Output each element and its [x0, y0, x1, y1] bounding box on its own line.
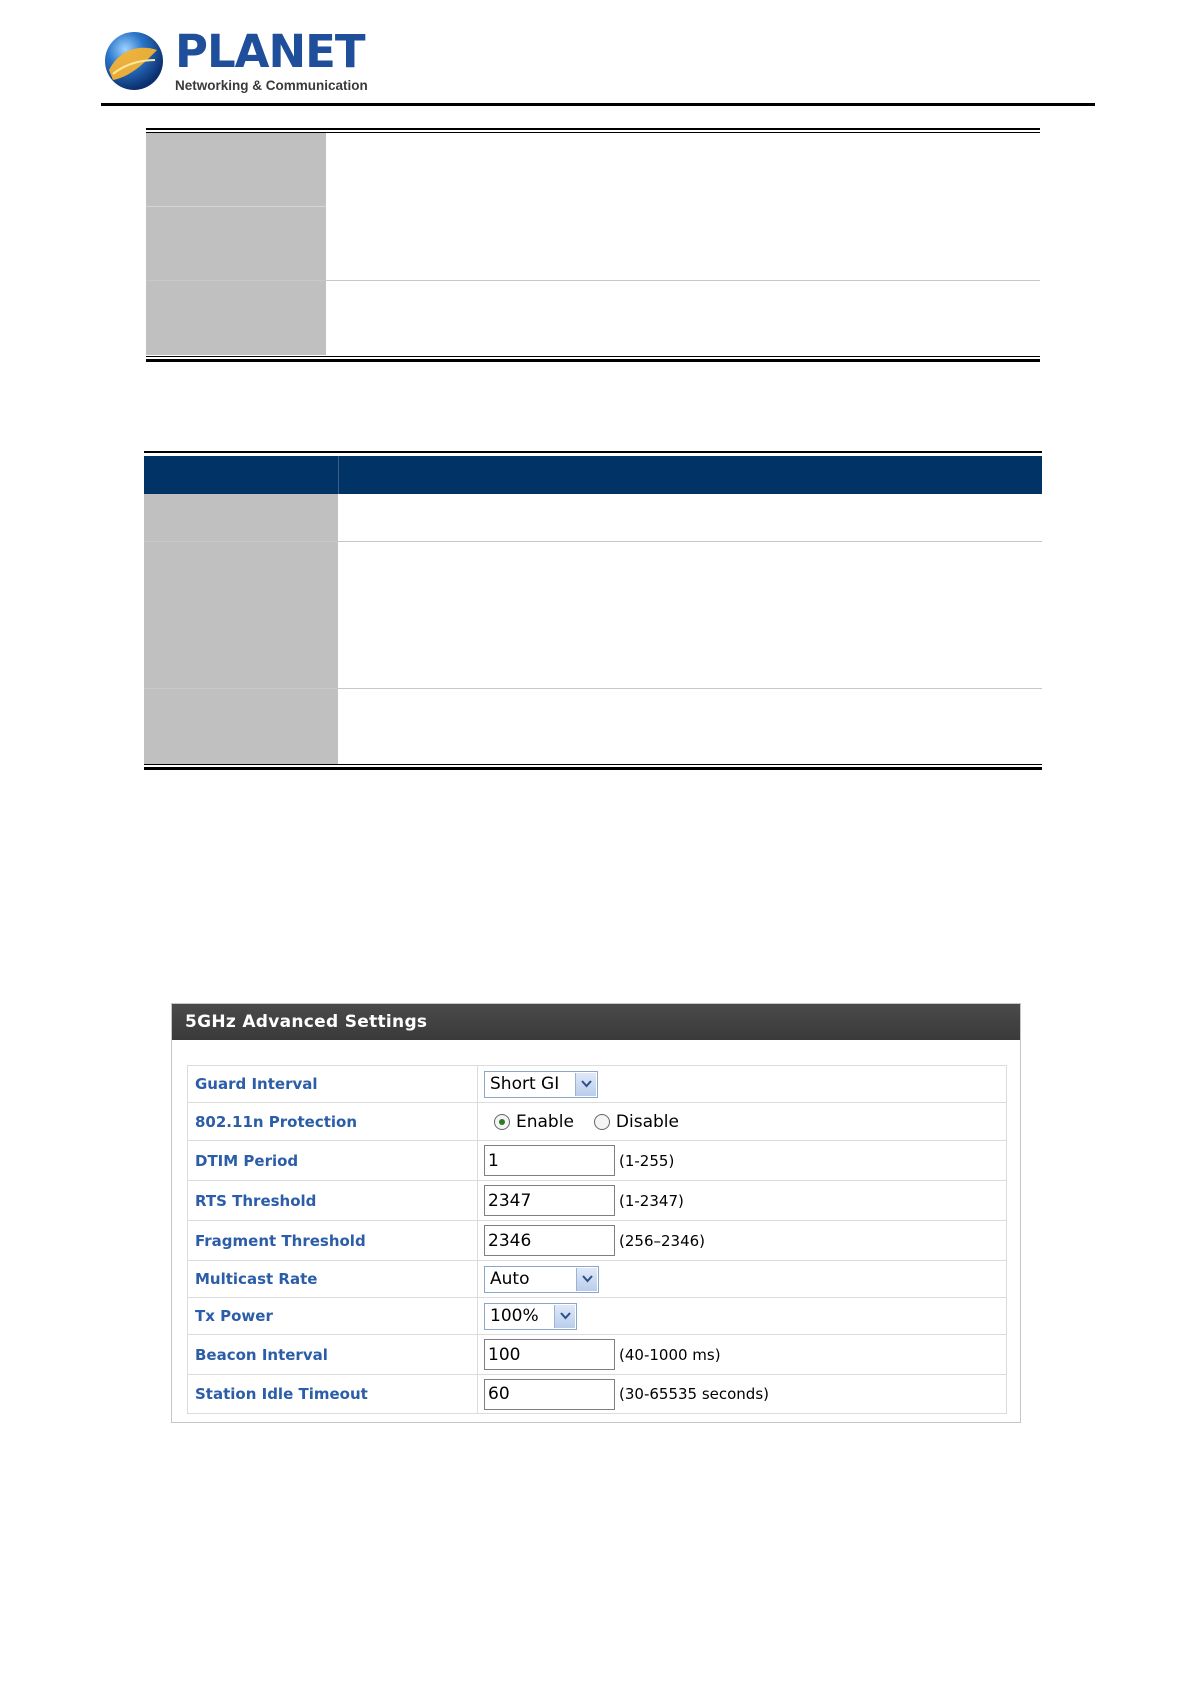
header-divider: [101, 103, 1095, 106]
row-divider: [146, 280, 1040, 281]
txpower-select[interactable]: [484, 1303, 577, 1330]
row-idle-timeout: [188, 1375, 1006, 1413]
txpower-value-cell: [484, 1298, 1006, 1334]
dtim-value-cell: [484, 1141, 1006, 1180]
row-dtim: [188, 1141, 1006, 1181]
multicast-selected: Auto: [490, 1269, 530, 1289]
chevron-down-icon[interactable]: [554, 1305, 575, 1328]
row-divider: [146, 206, 326, 207]
header-divider: [338, 456, 339, 494]
advanced-settings-panel: [171, 1003, 1021, 1423]
rts-label: RTS Threshold: [188, 1181, 478, 1220]
dtim-label: DTIM Period: [188, 1141, 478, 1180]
protection-value-cell: [484, 1103, 1006, 1140]
planet-logo: [103, 25, 368, 98]
brand-tagline: Networking & Communication: [175, 78, 368, 93]
guard-interval-value-cell: [484, 1066, 1006, 1102]
table-label-column: [144, 494, 338, 764]
table-bottom-rule: [146, 359, 1040, 362]
globe-icon: [103, 30, 165, 92]
row-multicast: [188, 1261, 1006, 1298]
row-guard-interval: [188, 1066, 1006, 1103]
brand-name: PLANET: [175, 25, 365, 78]
table-bottom-rule-thin: [144, 764, 1042, 765]
beacon-input[interactable]: 100: [484, 1339, 615, 1370]
guard-interval-select[interactable]: [484, 1071, 598, 1098]
row-beacon: [188, 1335, 1006, 1375]
table-bottom-rule-thin: [146, 356, 1040, 357]
panel-title: 5GHz Advanced Settings: [172, 1004, 1020, 1040]
txpower-label: Tx Power: [188, 1298, 478, 1334]
fragment-input[interactable]: 2346: [484, 1225, 615, 1256]
guard-interval-label: Guard Interval: [188, 1066, 478, 1102]
table-label-column: [146, 133, 326, 355]
table-top-rule: [144, 451, 1042, 453]
beacon-value-cell: [484, 1335, 1006, 1374]
rts-value-cell: [484, 1181, 1006, 1220]
dtim-hint: (1-255): [619, 1151, 675, 1170]
fragment-value-cell: [484, 1221, 1006, 1260]
table-header-row: [144, 456, 1042, 494]
row-divider: [144, 688, 1042, 689]
table-top-rule: [146, 128, 1040, 130]
protection-enable-option[interactable]: [494, 1112, 574, 1132]
idle-timeout-hint: (30-65535 seconds): [619, 1385, 769, 1403]
multicast-select[interactable]: [484, 1266, 599, 1293]
multicast-label: Multicast Rate: [188, 1261, 478, 1297]
idle-timeout-value-cell: [484, 1375, 1006, 1413]
guard-interval-selected: Short GI: [490, 1074, 560, 1094]
protection-enable-radio[interactable]: [494, 1114, 510, 1130]
fragment-label: Fragment Threshold: [188, 1221, 478, 1260]
idle-timeout-label: Station Idle Timeout: [188, 1375, 478, 1413]
row-protection: [188, 1103, 1006, 1141]
txpower-selected: 100%: [490, 1306, 539, 1326]
row-divider: [144, 541, 1042, 542]
chevron-down-icon[interactable]: [576, 1268, 597, 1291]
idle-timeout-input[interactable]: 60: [484, 1379, 615, 1410]
document-table-2: [144, 451, 1042, 771]
protection-label: 802.11n Protection: [188, 1103, 478, 1140]
beacon-hint: (40-1000 ms): [619, 1345, 721, 1364]
protection-disable-label[interactable]: Disable: [615, 1111, 679, 1132]
table-bottom-rule: [144, 767, 1042, 770]
chevron-down-icon[interactable]: [575, 1073, 596, 1096]
row-txpower: [188, 1298, 1006, 1335]
settings-form: [187, 1065, 1007, 1414]
beacon-label: Beacon Interval: [188, 1335, 478, 1374]
protection-enable-label[interactable]: Enable: [516, 1111, 574, 1132]
document-table-1: [146, 128, 1040, 363]
dtim-input[interactable]: 1: [484, 1145, 615, 1176]
protection-disable-radio[interactable]: [594, 1114, 610, 1130]
rts-input[interactable]: 2347: [484, 1185, 615, 1216]
row-fragment: [188, 1221, 1006, 1261]
row-rts: [188, 1181, 1006, 1221]
rts-hint: (1-2347): [619, 1191, 684, 1210]
multicast-value-cell: [484, 1261, 1006, 1297]
fragment-hint: (256–2346): [619, 1231, 706, 1250]
protection-disable-option[interactable]: [594, 1112, 679, 1132]
